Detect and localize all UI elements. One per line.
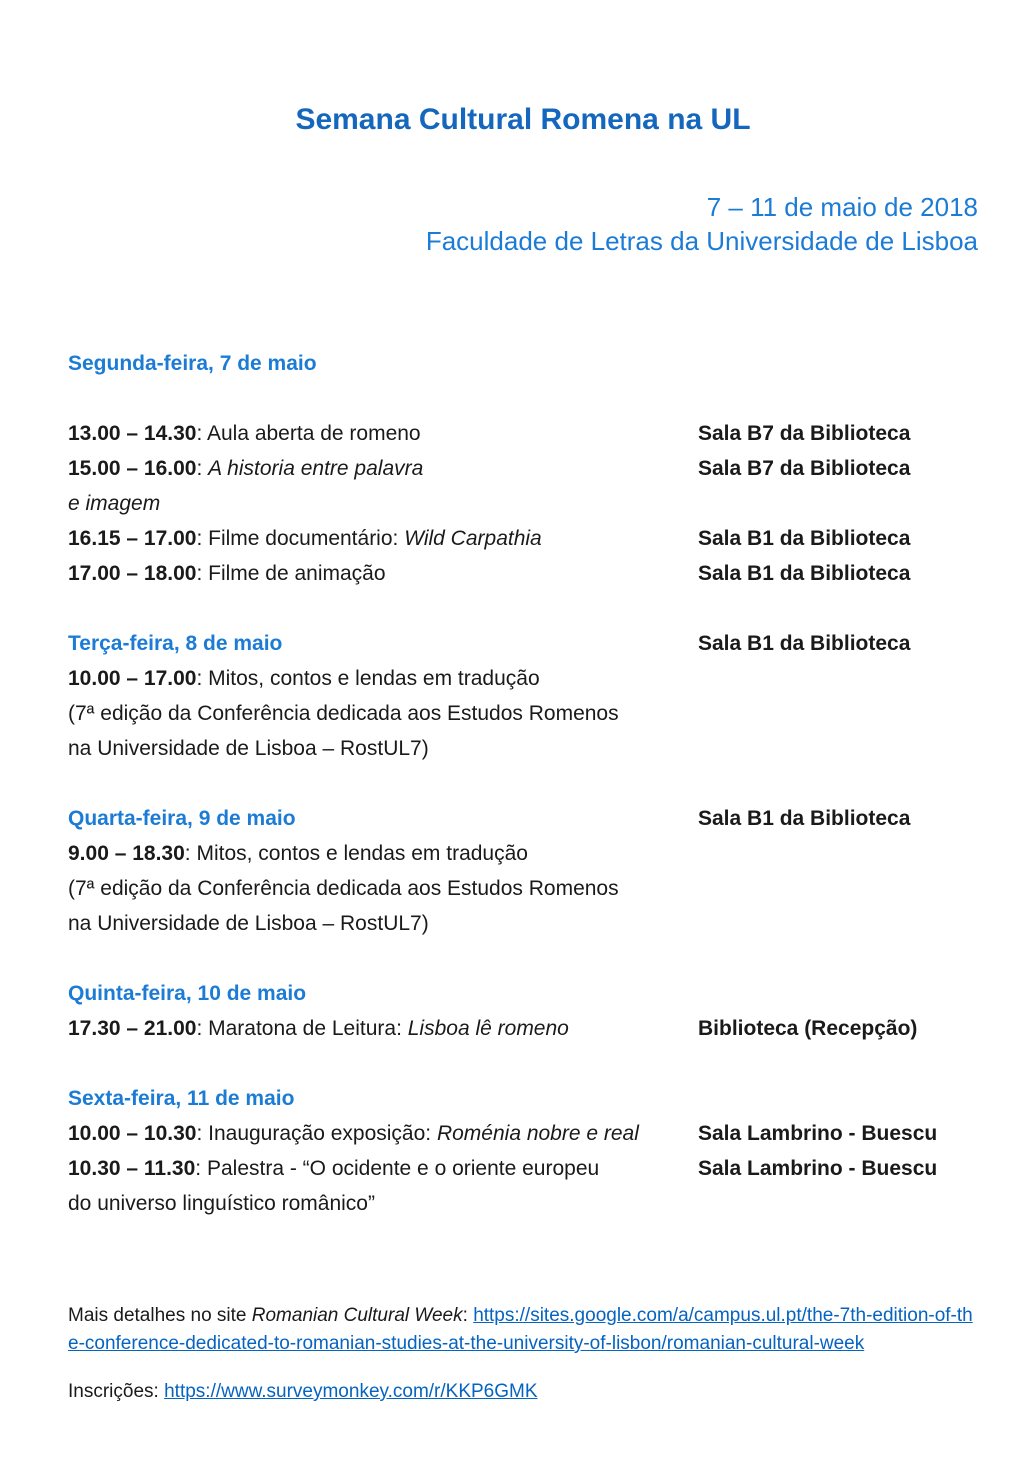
day-heading: Quarta-feira, 9 de maio <box>68 807 296 830</box>
location: Sala B1 da Biblioteca <box>698 562 911 585</box>
schedule-row-continuation <box>68 486 978 521</box>
day-section-quarta <box>68 801 978 941</box>
location: Sala Lambrino - Buescu <box>698 1122 938 1145</box>
schedule-row <box>68 451 978 486</box>
event-title-continuation: na Universidade de Lisboa – RostUL7) <box>68 737 429 760</box>
event-title: : Inauguração exposição: <box>196 1122 437 1145</box>
schedule <box>68 346 978 1221</box>
schedule-row <box>68 1011 978 1046</box>
time-range: 17.00 – 18.00 <box>68 562 197 585</box>
details-intro: Mais detalhes no site <box>68 1305 252 1326</box>
day-section-terca <box>68 626 978 766</box>
event-text <box>68 667 540 690</box>
location: Sala B7 da Biblioteca <box>698 457 911 480</box>
time-range: 16.15 – 17.00 <box>68 527 197 550</box>
event-text <box>68 457 423 480</box>
schedule-row <box>68 836 978 871</box>
schedule-row-continuation <box>68 696 978 731</box>
event-text <box>68 842 528 865</box>
event-title-italic: Lisboa lê romeno <box>407 1017 569 1040</box>
schedule-row-continuation <box>68 731 978 766</box>
event-title-italic: Roménia nobre e real <box>436 1122 639 1145</box>
event-title-continuation: na Universidade de Lisboa – RostUL7) <box>68 912 429 935</box>
day-heading-row <box>68 801 978 836</box>
event-venue: Faculdade de Letras da Universidade de Lisboa <box>425 226 978 256</box>
event-title-continuation: e imagem <box>68 492 161 515</box>
details-colon: : <box>462 1305 474 1326</box>
subtitle-block <box>68 190 978 258</box>
event-title: : Maratona de Leitura: <box>196 1017 408 1040</box>
schedule-row <box>68 1151 978 1186</box>
location: Sala B1 da Biblioteca <box>698 807 911 830</box>
time-range: 10.00 – 10.30 <box>68 1122 197 1145</box>
site-name: Romanian Cultural Week <box>251 1305 463 1326</box>
day-heading-row <box>68 976 978 1011</box>
event-text <box>68 527 542 550</box>
day-section-quinta <box>68 976 978 1046</box>
schedule-row <box>68 556 978 591</box>
time-range: 17.30 – 21.00 <box>68 1017 197 1040</box>
event-title: : Palestra - “O ocidente e o oriente europeu <box>195 1157 600 1180</box>
day-heading-row <box>68 626 978 661</box>
details-paragraph <box>68 1302 978 1358</box>
time-range: 10.00 – 17.00 <box>68 667 197 690</box>
inscricoes-label: Inscrições: <box>68 1381 165 1402</box>
schedule-row <box>68 521 978 556</box>
day-section-sexta <box>68 1081 978 1221</box>
event-text <box>68 1017 569 1040</box>
time-range: 15.00 – 16.00 <box>68 457 197 480</box>
event-title: : <box>196 457 209 480</box>
location: Sala B1 da Biblioteca <box>698 632 911 655</box>
day-heading-row <box>68 346 978 381</box>
blank-line <box>68 381 978 416</box>
details-link[interactable]: https://sites.google.com/a/campus.ul.pt/the-7th-edition-of-the-conference-dedicated-to-romanian-studies-at-the-university-of-lisbon/romanian-cultural-week <box>68 1305 973 1354</box>
day-heading: Quinta-feira, 10 de maio <box>68 982 307 1005</box>
registration-paragraph <box>68 1378 978 1406</box>
event-text <box>68 1122 639 1145</box>
event-text <box>68 422 421 445</box>
day-heading: Terça-feira, 8 de maio <box>68 632 283 655</box>
schedule-row <box>68 1116 978 1151</box>
event-dates: 7 – 11 de maio de 2018 <box>706 192 978 222</box>
event-title: : Filme documentário: <box>196 527 405 550</box>
schedule-row-continuation <box>68 906 978 941</box>
location: Sala B7 da Biblioteca <box>698 422 911 445</box>
schedule-row-continuation <box>68 871 978 906</box>
footer <box>68 1302 978 1406</box>
schedule-row <box>68 661 978 696</box>
schedule-row <box>68 416 978 451</box>
document-title: Semana Cultural Romena na UL <box>295 103 751 136</box>
event-title: : Mitos, contos e lendas em tradução <box>196 667 540 690</box>
time-range: 9.00 – 18.30 <box>68 842 185 865</box>
location: Sala B1 da Biblioteca <box>698 527 911 550</box>
event-title-italic: Wild Carpathia <box>404 527 542 550</box>
time-range: 13.00 – 14.30 <box>68 422 197 445</box>
event-title: : Filme de animação <box>196 562 386 585</box>
day-heading: Segunda-feira, 7 de maio <box>68 352 317 375</box>
event-text <box>68 562 386 585</box>
day-heading-row <box>68 1081 978 1116</box>
event-title-continuation: (7ª edição da Conferência dedicada aos Estudos Romenos <box>68 877 619 900</box>
event-title-continuation: do universo linguístico românico” <box>68 1192 375 1215</box>
location: Sala Lambrino - Buescu <box>698 1157 938 1180</box>
day-section-segunda <box>68 346 978 591</box>
schedule-row-continuation <box>68 1186 978 1221</box>
event-title-italic: A historia entre palavra <box>208 457 424 480</box>
event-title: : Mitos, contos e lendas em tradução <box>184 842 528 865</box>
time-range: 10.30 – 11.30 <box>68 1157 196 1180</box>
day-heading: Sexta-feira, 11 de maio <box>68 1087 295 1110</box>
registration-link[interactable]: https://www.surveymonkey.com/r/KKP6GMK <box>164 1381 538 1402</box>
event-text <box>68 1157 599 1180</box>
event-title: : Aula aberta de romeno <box>196 422 421 445</box>
event-title-continuation: (7ª edição da Conferência dedicada aos Estudos Romenos <box>68 702 619 725</box>
location: Biblioteca (Recepção) <box>698 1017 918 1040</box>
